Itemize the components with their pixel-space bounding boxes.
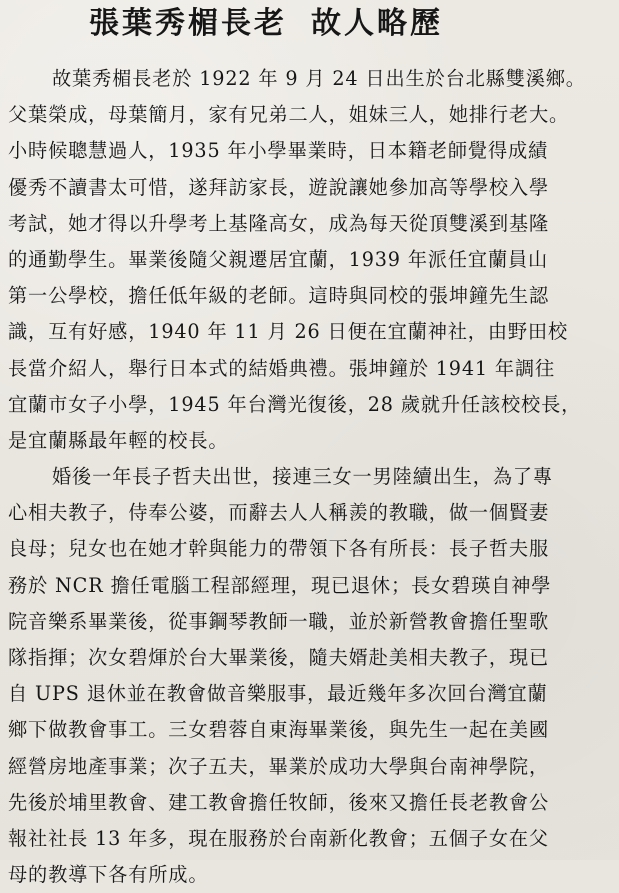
paragraph-1-line-11: 是宜蘭縣最年輕的校長。 xyxy=(8,428,229,452)
title-name: 張葉秀楣長老 xyxy=(89,6,287,41)
paragraph-1-line-4: 優秀不讀書太可惜，遂拜訪家長，遊說讓她參加高等學校入學 xyxy=(8,175,550,199)
paragraph-1-line-5: 考試，她才得以升學考上基隆高女，成為每天從頂雙溪到基隆 xyxy=(8,211,550,235)
paragraph-2-line-6: 隊指揮；次女碧煇於台大畢業後，隨夫婿赴美相夫教子，現已 xyxy=(8,646,550,669)
paragraph-1-line-8: 識，互有好感，1940 年 11 月 26 日便在宜蘭神社，由野田校 xyxy=(8,320,568,344)
paragraph-1-line-2: 父葉榮成，母葉簡月，家有兄弟二人，姐妹三人，她排行老大。 xyxy=(8,103,570,127)
paragraph-1-line-1: 故葉秀楣長老於 1922 年 9 月 24 日出生於台北縣雙溪鄉。 xyxy=(52,67,586,90)
paragraph-2-line-2: 心相夫教子，侍奉公婆，而辭去人人稱羨的教職，做一個賢妻 xyxy=(8,501,550,525)
paragraph-2-line-4: 務於 NCR 擔任電腦工程部經理，現已退休；長女碧瑛自神學 xyxy=(8,573,552,597)
paragraph-1-line-10: 宜蘭市女子小學，1945 年台灣光復後，28 歲就升任該校校長， xyxy=(8,392,582,416)
paragraph-1-line-6: 的通勤學生。畢業後隨父親遷居宜蘭，1939 年派任宜蘭員山 xyxy=(8,247,549,271)
paragraph-1-line-3: 小時候聰慧過人，1935 年小學畢業時，日本籍老師覺得成績 xyxy=(8,139,549,163)
paragraph-1-line-9: 長當介紹人，舉行日本式的結婚典禮。張坤鐘於 1941 年調往 xyxy=(8,356,556,380)
title-subtitle: 故人略歷 xyxy=(311,6,443,41)
paragraph-1-line-7: 第一公學校，擔任低年級的老師。這時與同校的張坤鐘先生認 xyxy=(8,284,550,308)
paragraph-2-line-1: 婚後一年長子哲夫出世，接連三女一男陸續出生，為了專 xyxy=(52,465,553,489)
paragraph-2-line-3: 良母；兒女也在她才幹與能力的帶領下各有所長：長子哲夫服 xyxy=(8,537,550,561)
paragraph-2-line-10: 先後於埔里教會、建工教會擔任牧師，後來又擔任長老教會公 xyxy=(8,790,550,814)
document-title xyxy=(89,7,519,41)
paragraph-2-line-11: 報社社長 13 年多，現在服務於台南新化教會；五個子女在父 xyxy=(8,826,549,850)
paragraph-2-line-12: 母的教導下各有所成。 xyxy=(8,863,209,887)
paragraph-2-line-9: 經營房地產事業；次子五夫，畢業於成功大學與台南神學院， xyxy=(8,754,550,778)
paragraph-2-line-8: 鄉下做教會事工。三女碧蓉自東海畢業後，與先生一起在美國 xyxy=(8,718,550,742)
document-body xyxy=(8,61,610,893)
paragraph-2-line-5: 院音樂系畢業後，從事鋼琴教師一職，並於新營教會擔任聖歌 xyxy=(8,609,550,633)
paragraph-2-line-7: 自 UPS 退休並在教會做音樂服事，最近幾年多次回台灣宜蘭 xyxy=(8,682,548,706)
